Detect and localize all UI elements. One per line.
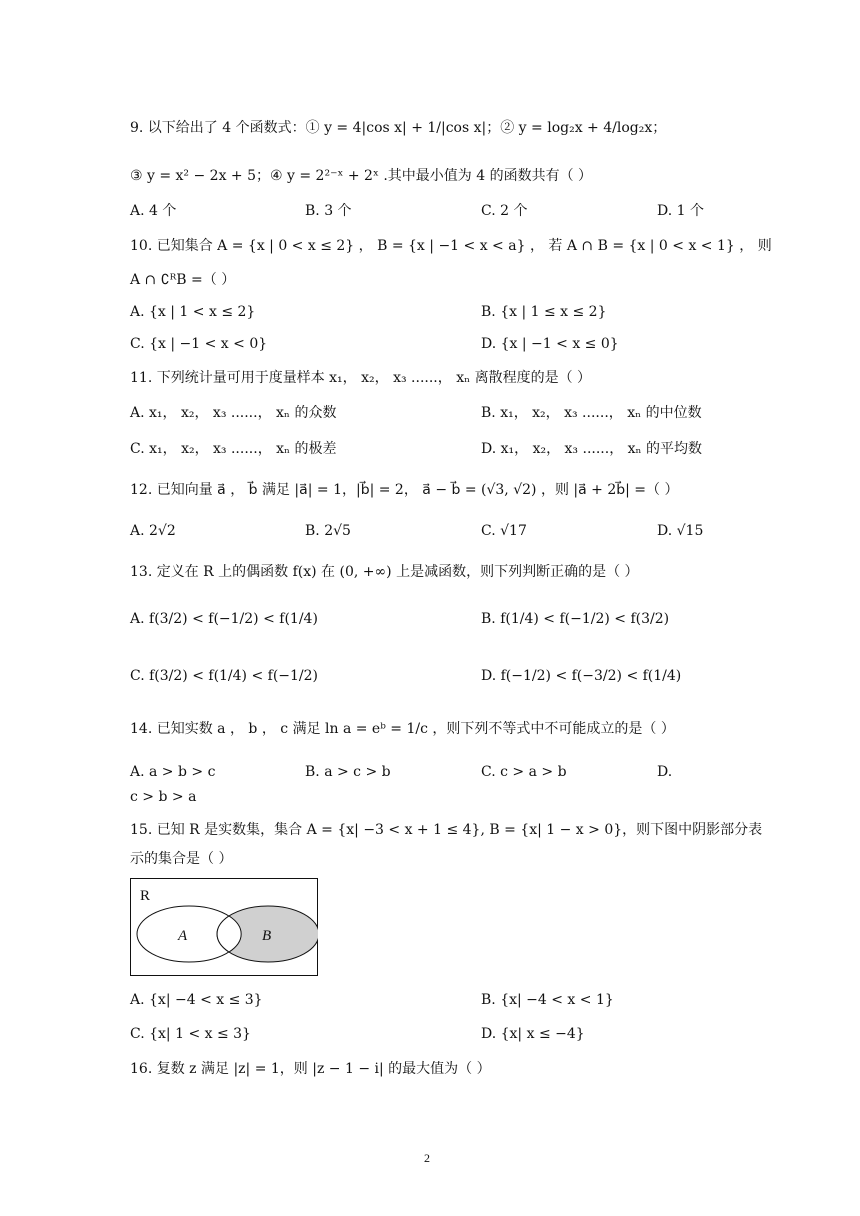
q9-option-b: B. 3 个 [305,203,352,219]
q13-option-b: B. f(1/4) < f(−1/2) < f(3/2) [481,611,670,627]
q9-stem-line1: 9. 以下给出了 4 个函数式：① y = 4|cos x| + 1/|cos x|；② y = log₂x + 4/log₂x； [130,120,667,136]
q9-stem-line2: ③ y = x² − 2x + 5；④ y = 2²⁻ˣ + 2ˣ .其中最小值为 4 的函数共有（ ） [130,168,593,184]
q12-option-a: A. 2√2 [130,523,176,539]
q14-option-d: D. [657,764,673,780]
q11-option-b: B. x₁， x₂， x₃ ......， xₙ 的中位数 [481,405,702,421]
q9-option-c: C. 2 个 [481,203,528,219]
q13-stem: 13. 定义在 R 上的偶函数 f(x) 在 (0, +∞) 上是减函数，则下列判断正确的是（ ） [130,564,639,580]
q12-stem: 12. 已知向量 a⃗ ， b⃗ 满足 |a⃗| = 1，|b⃗| = 2， a⃗ − b⃗ = (√3, √2) ，则 |a⃗ + 2b⃗| =（ ） [130,482,679,498]
q11-option-a: A. x₁， x₂， x₃ ......， xₙ 的众数 [130,405,337,421]
q13-option-d: D. f(−1/2) < f(−3/2) < f(1/4) [481,668,682,684]
q12-option-b: B. 2√5 [305,523,351,539]
venn-diagram [130,878,318,976]
q12-option-d: D. √15 [657,523,704,539]
q10-stem-line1: 10. 已知集合 A = {x | 0 < x ≤ 2} ， B = {x | −1 < x < a} ， 若 A ∩ B = {x | 0 < x < 1} ， 则 [130,238,772,254]
q14-stem: 14. 已知实数 a ， b ， c 满足 ln a = eᵇ = 1/c ，则下列不等式中不可能成立的是（ ） [130,721,675,737]
q15-option-a: A. {x| −4 < x ≤ 3} [130,992,263,1008]
q15-option-b: B. {x| −4 < x < 1} [481,992,614,1008]
q10-option-c: C. {x | −1 < x < 0} [130,336,268,352]
q9-option-d: D. 1 个 [657,203,704,219]
page-number: 2 [424,1151,430,1165]
q15-option-d: D. {x| x ≤ −4} [481,1026,585,1042]
q10-option-a: A. {x | 1 < x ≤ 2} [130,304,256,320]
set-a-label: A [178,928,188,944]
q15-option-c: C. {x| 1 < x ≤ 3} [130,1026,251,1042]
q10-option-b: B. {x | 1 ≤ x ≤ 2} [481,304,607,320]
q12-option-c: C. √17 [481,523,527,539]
q11-option-d: D. x₁， x₂， x₃ ......， xₙ 的平均数 [481,441,703,457]
q14-option-a: A. a > b > c [130,764,216,780]
q16-stem: 16. 复数 z 满足 |z| = 1，则 |z − 1 − i| 的最大值为（ ） [130,1061,491,1077]
q14-option-b: B. a > c > b [305,764,391,780]
q11-stem: 11. 下列统计量可用于度量样本 x₁， x₂， x₃ ......， xₙ 离散程度的是（ ） [130,370,592,386]
q10-stem-line2: A ∩ ∁ᴿB =（ ） [130,272,236,288]
set-b-label: B [262,928,272,944]
q14-option-c: C. c > a > b [481,764,567,780]
q9-option-a: A. 4 个 [130,203,177,219]
q11-option-c: C. x₁， x₂， x₃ ......， xₙ 的极差 [130,441,337,457]
q10-option-d: D. {x | −1 < x ≤ 0} [481,336,619,352]
q14-option-d-value: c > b > a [130,789,197,805]
q15-stem-line2: 示的集合是（ ） [130,851,233,867]
q15-stem-line1: 15. 已知 R 是实数集，集合 A = {x| −3 < x + 1 ≤ 4}, B = {x| 1 − x > 0}，则下图中阴影部分表 [130,822,763,838]
q13-option-a: A. f(3/2) < f(−1/2) < f(1/4) [130,611,318,627]
q13-option-c: C. f(3/2) < f(1/4) < f(−1/2) [130,668,319,684]
universe-label: R [140,888,151,904]
